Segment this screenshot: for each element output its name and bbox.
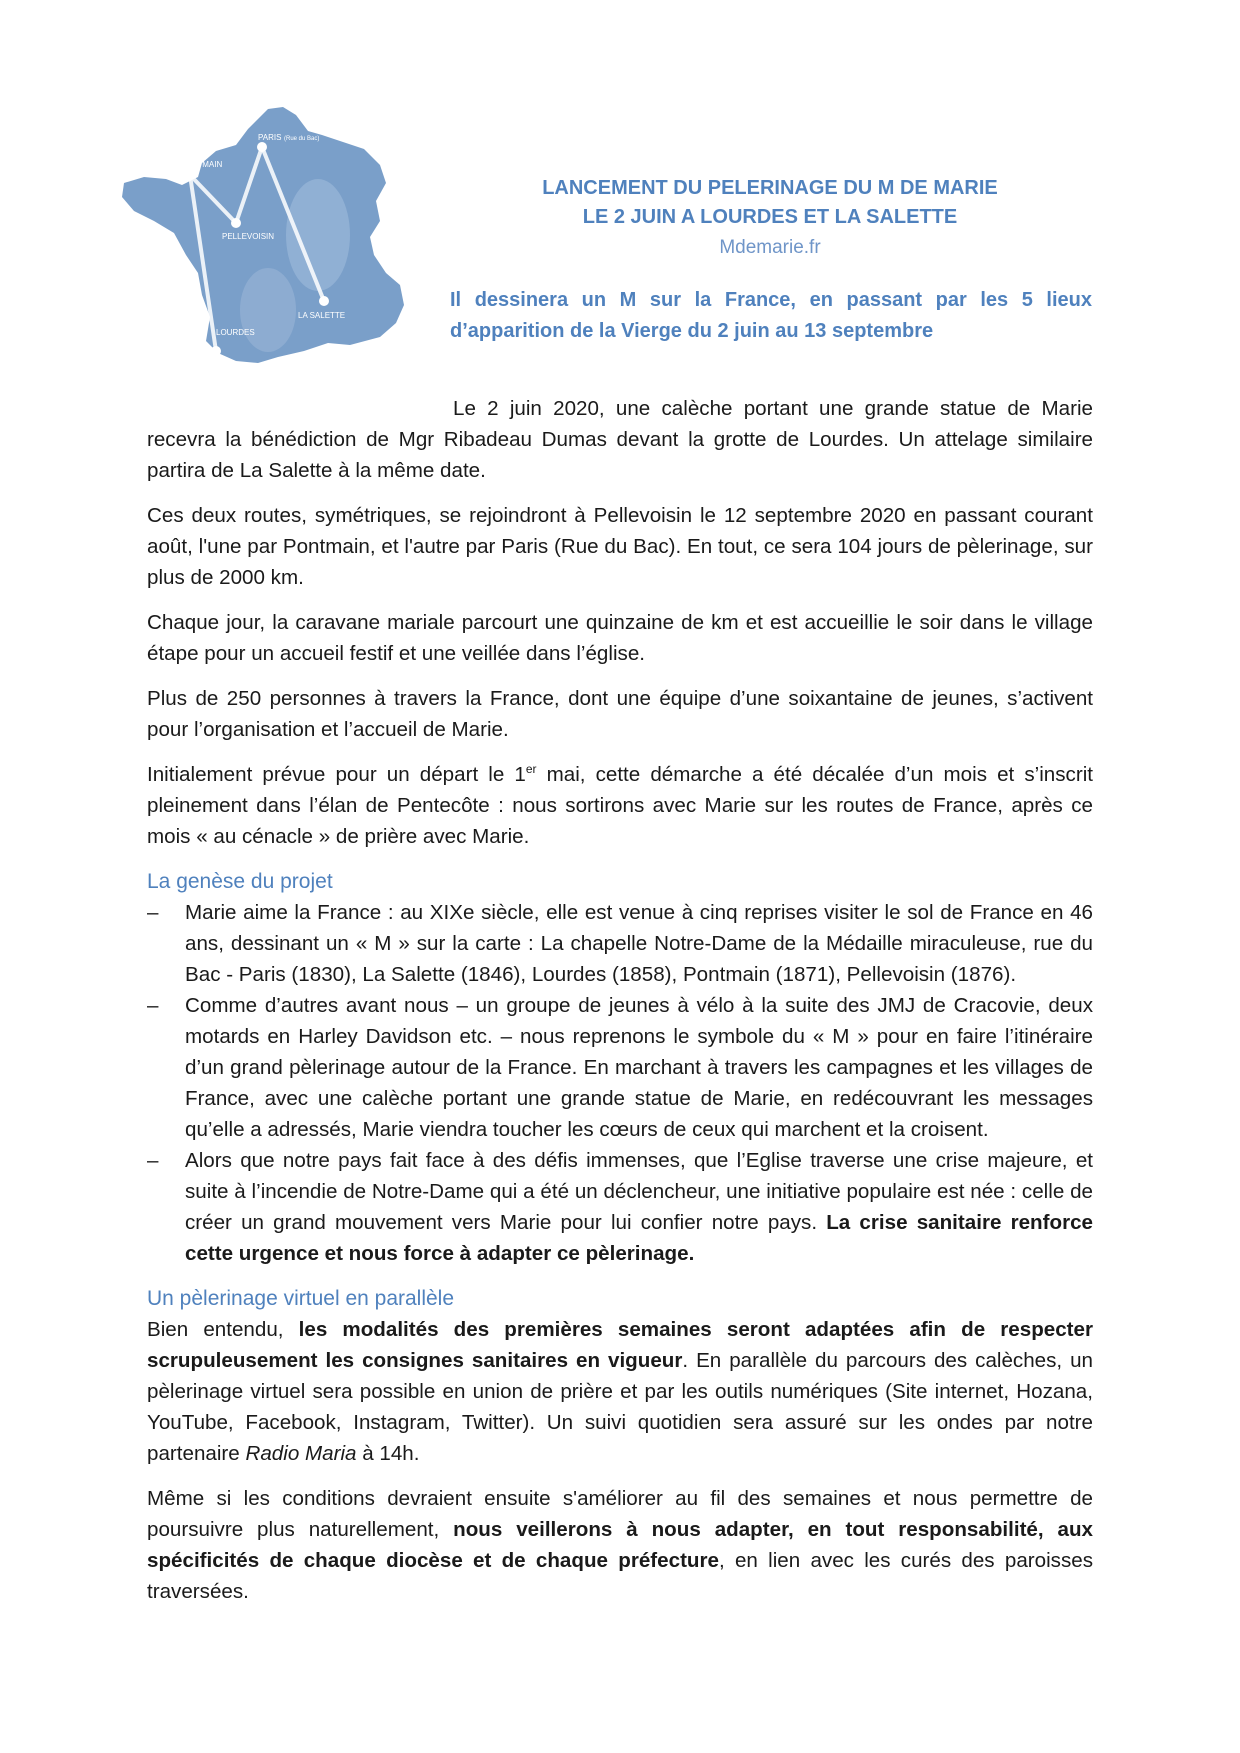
text-run: . En parallèle du parcours des calèches, un pèlerinage virtuel sera possible en union de prière et par les outils numériques (Site internet, Hozana, YouTube, Facebook, Instagram, Twitter). Un suivi quotidien sera assuré sur les ondes par notre partenaire (147, 1349, 1094, 1465)
dash-bullet: – (147, 901, 159, 924)
site-link[interactable]: Mdemarie.fr (719, 237, 821, 258)
paragraph-5-end: mai, cette démarche a été décalée d’un mois et s’inscrit pleinement dans l’élan de Pentecôte : nous sortirons avec Marie sur les routes de France, après ce mois « au cénacle » de prière avec Marie. (147, 763, 1093, 848)
list-item-text: Alors que notre pays fait face à des défis immenses, que l’Eglise traverse une crise majeure, et suite à l’incendie de Notre-Dame qui a été un déclencheur, une initiative populaire est née : celle de créer un grand mouvement vers Marie pour lui confier notre pays. (185, 1149, 1093, 1234)
la-salette-point (319, 296, 329, 306)
map-label-pontmain: PONTMAIN (180, 160, 223, 169)
paragraph-5-start: Initialement prévue pour un départ le 1 (147, 763, 526, 786)
ordinal-suffix: er (525, 762, 537, 777)
dash-bullet: – (147, 1149, 159, 1172)
map-label-la-salette: LA SALETTE (298, 311, 346, 320)
france-map-svg (118, 105, 418, 405)
paragraph-3: Chaque jour, la caravane mariale parcourt une quinzaine de km et est accueillie le soir dans le village étape pour un accueil festif et une veillée dans l’église. (147, 611, 1093, 665)
dash-bullet: – (147, 994, 159, 1017)
genese-list (147, 897, 1093, 1269)
bold-text-run: les modalités des premières semaines seront adaptées afin de respecter scrupuleusement les consignes sanitaires en vigueur (147, 1318, 1094, 1372)
paragraph-4: Plus de 250 personnes à travers la France, dont une équipe d’une soixantaine de jeunes, s’activent pour l’organisation et l’accueil de Marie. (147, 687, 1093, 741)
list-item-text: Marie aime la France : au XIXe siècle, elle est venue à cinq reprises visiter le sol de France en 46 ans, dessinant un « M » sur la carte : La chapelle Notre-Dame de la Médaille miraculeuse, rue du Bac - Paris (1830), La Salette (1846), Lourdes (1858), Pontmain (1871), Pellevoisin (1876). (185, 901, 1093, 986)
list-item (147, 1145, 1093, 1269)
bold-text-run: nous veillerons à nous adapter, en tout responsabilité, aux spécificités de chaque diocèse et de chaque préfecture (147, 1518, 1093, 1572)
map-label-paris: PARIS (258, 133, 282, 142)
statue-shadow (240, 268, 296, 352)
map-label-pellevoisin: PELLEVOISIN (222, 232, 275, 241)
list-item-text: Comme d’autres avant nous – un groupe de jeunes à vélo à la suite des JMJ de Cracovie, deux motards en Harley Davidson etc. – nous reprenons le symbole du « M » pour en faire l’itinéraire d’un grand pèlerinage autour de la France. En marchant à travers les campagnes et les villages de France, avec une calèche portant une grande statue de Marie, en redécouvrant les messages qu’elle a adressés, Marie viendra toucher les cœurs de ceux qui marchent et la croisent. (185, 994, 1093, 1141)
text-run: Bien entendu, (147, 1318, 299, 1341)
lead-paragraph: Il dessinera un M sur la France, en passant par les 5 lieux d’apparition de la Vierge du 2 juin au 13 septembre (450, 289, 1092, 342)
list-item-bold-text: La crise sanitaire renforce cette urgence et nous force à adapter ce pèlerinage. (185, 1211, 1093, 1265)
paragraph-1: Le 2 juin 2020, une calèche portant une grande statue de Marie recevra la bénédiction de Mgr Ribadeau Dumas devant la grotte de Lourdes. Un attelage similaire partira de La Salette à la même date. (147, 397, 1093, 482)
lourdes-point (211, 346, 221, 356)
map-label-lourdes: LOURDES (216, 328, 255, 337)
text-run: , en lien avec les curés des paroisses traversées. (147, 1549, 1094, 1603)
pellevoisin-point (231, 218, 241, 228)
title-line-2: LE 2 JUIN A LOURDES ET LA SALETTE (582, 206, 958, 228)
list-item (147, 990, 1093, 1145)
map-label-paris-note: (Rue du Bac) (284, 136, 320, 142)
document-header (440, 174, 1100, 262)
text-run: Même si les conditions devraient ensuite s'améliorer au fil des semaines et nous permettre de poursuivre plus naturellement, (147, 1487, 1093, 1541)
text-run: à 14h. (356, 1442, 420, 1465)
paragraph-2: Ces deux routes, symétriques, se rejoindront à Pellevoisin le 12 septembre 2020 en passant courant août, l'une par Pontmain, et l'autre par Paris (Rue du Bac). En tout, ce sera 104 jours de pèlerinage, sur plus de 2000 km. (147, 504, 1093, 589)
france-map-illustration (118, 105, 418, 405)
pontmain-point (185, 170, 195, 180)
section-heading-genese: La genèse du projet (147, 870, 333, 893)
paragraph-virtuel-2 (147, 1483, 1093, 1607)
paragraph-5 (147, 759, 1093, 852)
italic-text-run: Radio Maria (245, 1442, 357, 1465)
list-item (147, 897, 1093, 990)
body-content (147, 393, 1093, 1621)
paris-point (257, 142, 267, 152)
paragraph-virtuel-1 (147, 1314, 1093, 1469)
title-line-1: LANCEMENT DU PELERINAGE DU M DE MARIE (542, 177, 998, 199)
section-heading-virtuel: Un pèlerinage virtuel en parallèle (147, 1287, 455, 1310)
